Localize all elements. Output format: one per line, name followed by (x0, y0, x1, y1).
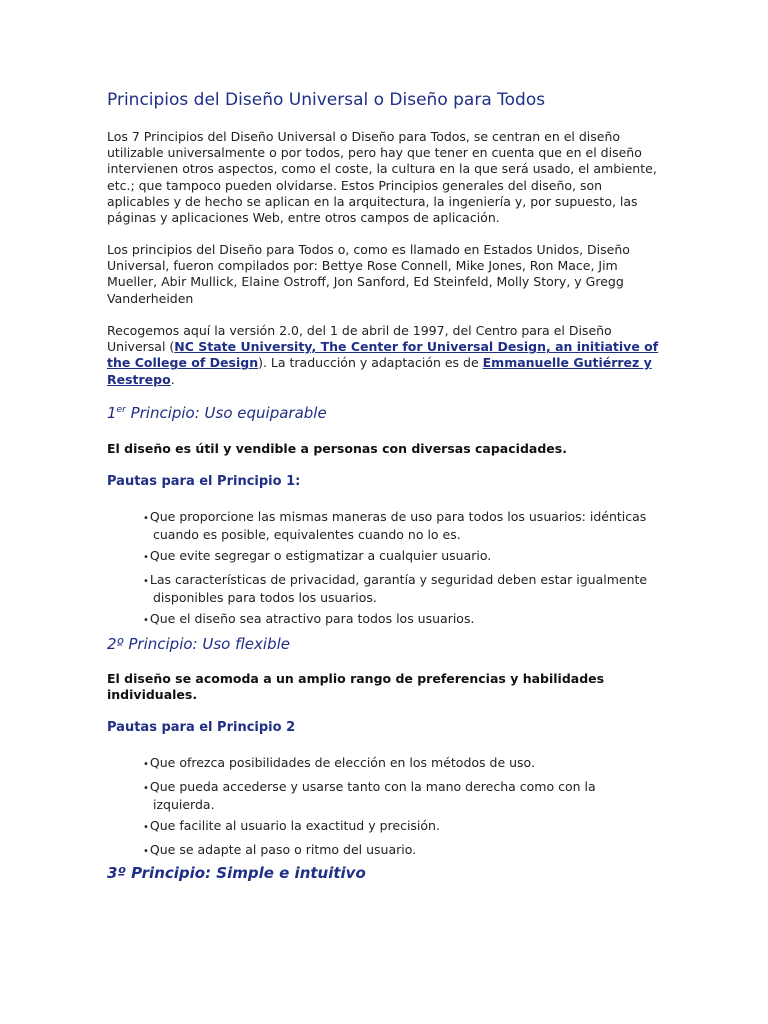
principle-2-heading: 2º Principio: Uso flexible (107, 635, 290, 653)
bullet-icon: • (143, 846, 149, 857)
text-line: Los principios del Diseño para Todos o, como es llamado en Estados Unidos, Diseño (107, 242, 630, 257)
item-text: Que evite segregar o estigmatizar a cualquier usuario. (149, 548, 492, 563)
text-line: cuando es posible, equivalentes cuando no lo es. (153, 526, 461, 542)
text-line (107, 339, 667, 355)
bullet-icon: • (143, 552, 149, 563)
text-line (143, 548, 491, 566)
author-link[interactable]: Emmanuelle Gutiérrez y (482, 355, 652, 371)
item-text: Que ofrezca posibilidades de elección en los métodos de uso. (149, 755, 535, 770)
principle-2-guideline-item (143, 818, 440, 836)
text-line: páginas y aplicaciones Web, entre otros campos de aplicación. (107, 210, 500, 226)
compilers-paragraph (107, 242, 667, 307)
principle-2-guideline-item (143, 842, 416, 860)
heading-number: 1 (107, 404, 117, 422)
principle-2-lead (107, 671, 647, 702)
bullet-icon: • (143, 513, 149, 524)
item-text: Que el diseño sea atractivo para todos los usuarios. (149, 611, 475, 626)
item-text: Que facilite al usuario la exactitud y precisión. (149, 818, 440, 833)
principle-1-guideline-item (143, 509, 646, 542)
principle-2-guidelines-heading: Pautas para el Principio 2 (107, 720, 296, 735)
text-line: Recogemos aquí la versión 2.0, del 1 de abril de 1997, del Centro para el Diseño (107, 323, 612, 338)
text-line: aplicables y de hecho se aplican en la arquitectura, la ingeniería y, por supuesto, las (107, 193, 638, 209)
text-line: intervienen otros aspectos, como el coste, la cultura en la que será usado, el ambiente, (107, 161, 657, 177)
intro-paragraph (107, 129, 667, 226)
principle-1-heading (107, 404, 327, 422)
text-fragment: . (170, 371, 175, 387)
text-line (143, 842, 416, 860)
text-fragment: Universal ( (107, 339, 175, 355)
text-line: utilizable universalmente o por todos, pero hay que tener en cuenta que en el diseño (107, 145, 642, 161)
text-line: etc.; que tampoco pueden olvidarse. Estos Principios generales del diseño, son (107, 177, 603, 193)
text-line (143, 779, 596, 797)
bullet-icon: • (143, 615, 149, 626)
text-line: Vanderheiden (107, 290, 194, 306)
text-line: izquierda. (153, 796, 215, 812)
text-line: El diseño se acomoda a un amplio rango de preferencias y habilidades (107, 671, 605, 686)
nc-state-university-link[interactable]: NC State University, The Center for Universal Design, an initiative of (174, 339, 659, 355)
principle-1-guideline-item (143, 548, 491, 566)
principle-3-heading: 3º Principio: Simple e intuitivo (107, 864, 366, 882)
text-line (107, 355, 667, 371)
item-text: Que se adapte al paso o ritmo del usuario. (149, 842, 417, 857)
text-line: Universal, fueron compilados por: Bettye Rose Connell, Mike Jones, Ron Mace, Jim (107, 258, 618, 274)
item-text: Que pueda accederse y usarse tanto con la mano derecha como con la (149, 779, 596, 794)
bullet-icon: • (143, 576, 149, 587)
text-line (143, 755, 535, 773)
college-of-design-link[interactable]: the College of Design (107, 355, 259, 371)
principle-1-guideline-item (143, 572, 647, 605)
item-text: Que proporcione las mismas maneras de uso para todos los usuarios: idénticas (149, 509, 647, 524)
text-line (143, 818, 440, 836)
heading-superscript: er (116, 405, 126, 415)
text-line: disponibles para todos los usuarios. (153, 589, 377, 605)
item-text: Las características de privacidad, garantía y seguridad deben estar igualmente (149, 572, 648, 587)
text-line: individuales. (107, 686, 198, 702)
principle-2-guideline-item (143, 755, 535, 773)
principle-2-guideline-item (143, 779, 596, 812)
bullet-icon: • (143, 783, 149, 794)
text-line: Mueller, Abir Mullick, Elaine Ostroff, Jon Sanford, Ed Steinfeld, Molly Story, y Gregg (107, 274, 624, 290)
text-line (107, 372, 667, 388)
text-line (143, 572, 647, 590)
principle-1-guidelines-heading: Pautas para el Principio 1: (107, 474, 301, 489)
text-line: Los 7 Principios del Diseño Universal o Diseño para Todos, se centran en el diseño (107, 129, 621, 144)
principle-1-guideline-item (143, 611, 474, 629)
text-line (143, 611, 474, 629)
text-line (143, 509, 646, 527)
bullet-icon: • (143, 822, 149, 833)
bullet-icon: • (143, 759, 149, 770)
principle-1-lead: El diseño es útil y vendible a personas con diversas capacidades. (107, 441, 567, 456)
author-link-continued[interactable]: Restrepo (107, 371, 171, 387)
source-paragraph (107, 323, 667, 388)
text-fragment: ). La traducción y adaptación es de (258, 355, 483, 371)
heading-text: Principio: Uso equiparable (125, 404, 327, 422)
page-title: Principios del Diseño Universal o Diseño para Todos (107, 90, 546, 110)
